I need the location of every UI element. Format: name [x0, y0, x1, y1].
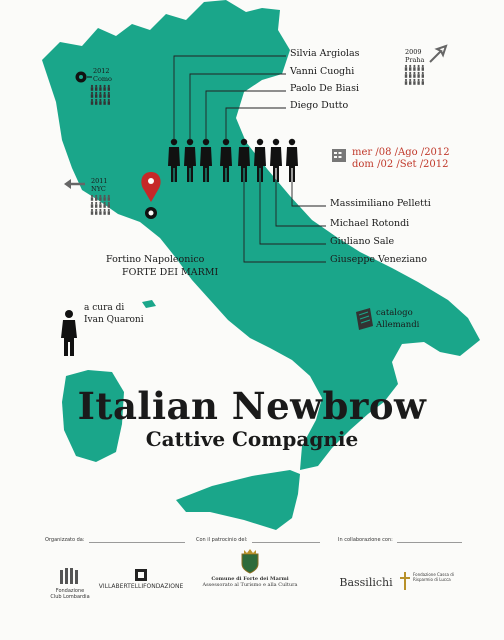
crowd-person-body	[91, 197, 93, 201]
comune-crest-icon	[239, 548, 261, 574]
artist-name-3: Paolo De Biasi	[290, 83, 359, 94]
crowd-person-head	[405, 79, 407, 81]
crowd-person-body	[108, 94, 110, 98]
logo-villa-bertelli	[98, 568, 184, 590]
crowd-person-body	[95, 211, 97, 215]
artist-name-7: Giuliano Sale	[330, 236, 395, 247]
crowd-person-body	[103, 94, 105, 98]
elba-island	[142, 300, 156, 308]
edition-como-city: Como	[93, 75, 112, 83]
crowd-person-body	[99, 197, 101, 201]
crowd-person-head	[413, 72, 415, 74]
crowd-person-body	[95, 87, 97, 91]
date-start: mer /08 /Ago /2012	[352, 147, 450, 158]
crowd-person-head	[104, 92, 106, 94]
crowd-person-head	[95, 99, 97, 101]
artist-name-1: Silvia Argiolas	[290, 48, 360, 59]
crowd-person-head	[405, 72, 407, 74]
crowd-person-head	[91, 99, 93, 101]
crowd-person-body	[409, 74, 411, 78]
artist-name-2: Vanni Cuoghi	[290, 66, 355, 77]
edition-praha-city: Praha	[405, 56, 425, 64]
crowd-person-body	[108, 204, 110, 208]
crowd-person-head	[91, 209, 93, 211]
edition-nyc-year: 2011	[91, 177, 108, 185]
catalog-book-icon	[356, 308, 373, 330]
crowd-person-body	[108, 101, 110, 105]
villa-bertelli-text: VILLABERTELLIFONDAZIONE	[98, 583, 184, 590]
artist-name-6: Michael Rotondi	[330, 218, 410, 229]
crowd-person-body	[95, 94, 97, 98]
crowd-person-head	[108, 99, 110, 101]
curator-prefix: a cura di	[84, 303, 125, 313]
crowd-person-head	[108, 195, 110, 197]
venue-line2: FORTE DEI MARMI	[122, 267, 219, 278]
fondazione-lombardia-text: Fondazione Club Lombardia	[50, 588, 90, 600]
fondazione-lucca-text: Fondazione Cassa di Risparmio di Lucca	[413, 572, 454, 582]
crowd-person-body	[99, 211, 101, 215]
edition-nyc-city: NYC	[91, 185, 106, 193]
crowd-person-body	[413, 67, 415, 71]
crowd-person-body	[108, 87, 110, 91]
crowd-person-body	[422, 67, 424, 71]
organized-label: Organizzato da:	[45, 537, 89, 543]
crowd-person-head	[422, 72, 424, 74]
date-end: dom /02 /Set /2012	[352, 159, 449, 170]
crowd-person-head	[409, 72, 411, 74]
artist-name-4: Diego Dutto	[290, 100, 349, 111]
crowd-person-head	[108, 202, 110, 204]
crowd-person-head	[95, 209, 97, 211]
crowd-person-head	[95, 92, 97, 94]
crowd-person-head	[99, 99, 101, 101]
crowd-person-head	[405, 65, 407, 67]
crowd-person-body	[91, 204, 93, 208]
praha-crowd-icon	[405, 65, 424, 85]
crowd-person-head	[91, 85, 93, 87]
crowd-person-head	[108, 85, 110, 87]
crowd-person-body	[405, 81, 407, 85]
crowd-person-head	[95, 85, 97, 87]
crowd-person-body	[95, 101, 97, 105]
crowd-person-body	[405, 67, 407, 71]
logo-bassilichi	[338, 576, 394, 589]
fondazione-lombardia-icon	[58, 566, 82, 586]
crowd-person-body	[91, 94, 93, 98]
villa-bertelli-icon	[134, 568, 148, 582]
crowd-person-body	[103, 101, 105, 105]
crowd-person-head	[91, 202, 93, 204]
crowd-person-body	[417, 74, 419, 78]
patronage-label: Con il patrocinio del:	[196, 537, 252, 543]
crowd-person-head	[104, 209, 106, 211]
crowd-person-body	[108, 211, 110, 215]
crowd-person-head	[91, 195, 93, 197]
crowd-person-body	[99, 101, 101, 105]
artist-name-8: Giuseppe Veneziano	[330, 254, 427, 265]
bassilichi-text: Bassilichi	[339, 576, 393, 589]
crowd-person-body	[99, 87, 101, 91]
crowd-person-head	[409, 79, 411, 81]
praha-arrow-icon	[430, 46, 446, 62]
crowd-person-body	[99, 204, 101, 208]
calendar-icon	[332, 149, 346, 162]
crowd-person-body	[422, 74, 424, 78]
sicily	[176, 470, 300, 530]
crowd-person-head	[99, 195, 101, 197]
crowd-person-body	[103, 204, 105, 208]
venue-line1: Fortino Napoleonico	[106, 254, 205, 265]
crowd-person-body	[91, 87, 93, 91]
crowd-person-head	[91, 92, 93, 94]
crowd-person-head	[95, 202, 97, 204]
crowd-person-body	[413, 74, 415, 78]
organized-section	[45, 537, 185, 551]
artist-figure	[286, 139, 298, 182]
crowd-person-head	[108, 92, 110, 94]
crowd-person-head	[104, 99, 106, 101]
crowd-person-head	[413, 65, 415, 67]
crowd-person-head	[95, 195, 97, 197]
crowd-person-body	[95, 204, 97, 208]
crowd-person-head	[104, 195, 106, 197]
crowd-person-head	[413, 79, 415, 81]
crowd-person-head	[99, 85, 101, 87]
crowd-person-head	[108, 209, 110, 211]
logo-fondazione-lombardia	[50, 566, 90, 600]
crowd-person-body	[103, 211, 105, 215]
crowd-person-head	[418, 65, 420, 67]
catalog-line2: Allemandi	[376, 320, 420, 330]
crowd-person-body	[417, 67, 419, 71]
edition-praha-year: 2009	[405, 48, 422, 56]
crowd-person-body	[405, 74, 407, 78]
main-title: Italian Newbrow	[77, 384, 427, 428]
edition-como-year: 2012	[93, 67, 110, 75]
crowd-person-head	[104, 202, 106, 204]
crowd-person-body	[99, 94, 101, 98]
collab-section	[338, 537, 462, 551]
curator-figure-icon	[61, 310, 77, 356]
crowd-person-body	[409, 81, 411, 85]
crowd-person-body	[95, 197, 97, 201]
crowd-person-body	[409, 67, 411, 71]
crowd-person-body	[417, 81, 419, 85]
crowd-person-body	[91, 101, 93, 105]
logo-fondazione-lucca	[400, 572, 460, 590]
crowd-person-head	[99, 209, 101, 211]
crowd-person-body	[413, 81, 415, 85]
crowd-person-body	[108, 197, 110, 201]
crowd-person-head	[422, 79, 424, 81]
curator-name: Ivan Quaroni	[84, 315, 144, 325]
collab-label: In collaborazione con:	[338, 537, 397, 543]
crowd-person-head	[422, 65, 424, 67]
crowd-person-head	[99, 202, 101, 204]
crowd-person-body	[103, 87, 105, 91]
crowd-person-head	[104, 85, 106, 87]
catalog-line1: catalogo	[376, 308, 413, 318]
fondazione-lucca-icon	[400, 572, 410, 590]
crowd-person-head	[418, 79, 420, 81]
crowd-person-head	[409, 65, 411, 67]
artist-name-5: Massimiliano Pelletti	[330, 198, 431, 209]
crowd-person-body	[103, 197, 105, 201]
crowd-person-body	[91, 211, 93, 215]
crowd-person-head	[99, 92, 101, 94]
subtitle: Cattive Compagnie	[145, 427, 359, 451]
logo-comune	[200, 548, 300, 588]
comune-line1: Comune di Forte dei Marmi	[211, 576, 289, 582]
comune-line2: Assessorato al Turismo e alla Cultura	[202, 582, 298, 588]
crowd-person-head	[418, 72, 420, 74]
crowd-person-body	[422, 81, 424, 85]
